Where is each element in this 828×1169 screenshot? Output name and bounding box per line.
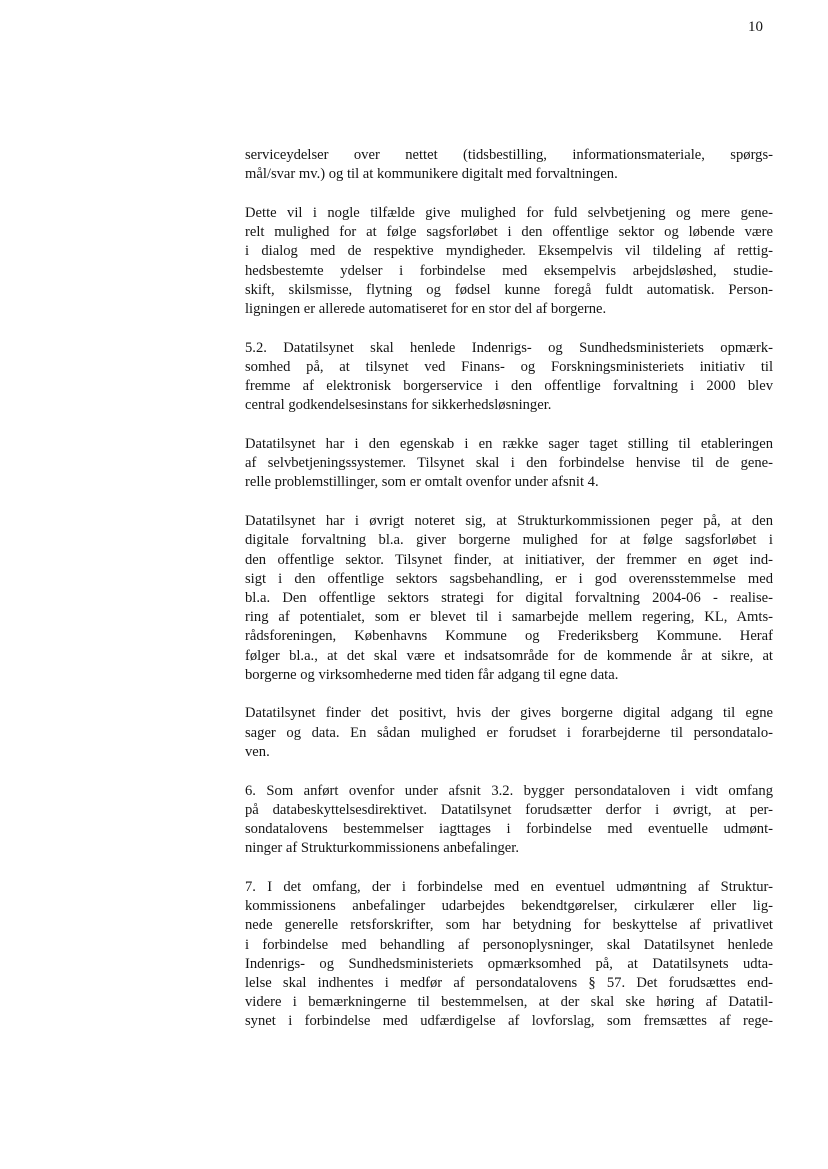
text-line: skift, skilsmisse, flytning og fødsel kunne foregå fuldt automatisk. Person- bbox=[245, 281, 773, 298]
text-line: sigt i den offentlige sektors sagsbehandling, er i god overensstemmelse med bbox=[245, 570, 773, 587]
text-line: central godkendelsesinstans for sikkerhedsløsninger. bbox=[245, 397, 552, 414]
text-line: følger bl.a., at det skal være et indsatsområde for de kommende år at sikre, at bbox=[245, 647, 773, 664]
text-line: 7. I det omfang, der i forbindelse med en eventuel udmøntning af Struktur- bbox=[245, 878, 773, 895]
text-line: sondatalovens bestemmelser iagttages i forbindelse med eventuelle udmønt- bbox=[245, 821, 773, 837]
paragraph-1 bbox=[245, 146, 773, 184]
text-line: ring af potentialet, som er blevet til i samarbejde mellem regering, KL, Amts- bbox=[245, 609, 773, 626]
text-line: kommissionens anbefalinger udarbejdes bekendtgørelser, cirkulærer eller lig- bbox=[245, 898, 773, 915]
paragraph-7 bbox=[245, 782, 773, 859]
text-line: relt mulighed for at følge sagsforløbet i den offentlige sektor og løbende være bbox=[245, 224, 773, 241]
text-line: sager og data. En sådan mulighed er forudset i forarbejderne til persondatalo- bbox=[245, 724, 773, 741]
paragraph-5 bbox=[245, 512, 773, 685]
text-line: mål/svar mv.) og til at kommunikere digitalt med forvaltningen. bbox=[245, 166, 618, 183]
document-body bbox=[245, 146, 773, 1051]
text-line: Datatilsynet har i den egenskab i en række sager taget stilling til etableringen bbox=[245, 436, 773, 453]
text-line: ligningen er allerede automatiseret for en stor del af borgerne. bbox=[245, 300, 607, 317]
text-line: på databeskyttelsesdirektivet. Datatilsynet forudsætter derfor i øvrigt, at per- bbox=[245, 801, 773, 818]
text-line: rådsforeningen, Københavns Kommune og Frederiksberg Kommune. Heraf bbox=[245, 628, 773, 645]
text-line: Datatilsynet finder det positivt, hvis der gives borgerne digital adgang til egne bbox=[245, 705, 773, 722]
text-line: somhed på, at tilsynet ved Finans- og Forskningsministeriets initiativ til bbox=[245, 358, 773, 375]
text-line: ninger af Strukturkommissionens anbefalinger. bbox=[245, 840, 519, 857]
text-line: Dette vil i nogle tilfælde give mulighed for fuld selvbetjening og mere gene- bbox=[245, 204, 773, 221]
text-line: Indenrigs- og Sundhedsministeriets opmærksomhed på, at Datatilsynets udta- bbox=[245, 955, 773, 972]
paragraph-2 bbox=[245, 204, 773, 319]
text-line: Datatilsynet har i øvrigt noteret sig, at Strukturkommissionen peger på, at den bbox=[245, 513, 773, 530]
text-line: hedsbestemte ydelser i forbindelse med eksempelvis arbejdsløshed, studie- bbox=[245, 262, 773, 279]
text-line: videre i bemærkningerne til bestemmelsen, at der skal ske høring af Datatil- bbox=[245, 994, 773, 1011]
text-line: 6. Som anført ovenfor under afsnit 3.2. bygger persondataloven i vidt omfang bbox=[245, 782, 773, 799]
page-number: 10 bbox=[748, 19, 763, 35]
text-line: i forbindelse med behandling af personoplysninger, skal Datatilsynet henlede bbox=[245, 936, 773, 953]
text-line: lelse skal indhentes i medfør af persondatalovens § 57. Det forudsættes end- bbox=[245, 974, 773, 991]
paragraph-3 bbox=[245, 339, 773, 416]
paragraph-4 bbox=[245, 435, 773, 493]
text-line: synet i forbindelse med udfærdigelse af lovforslag, som fremsættes af rege- bbox=[245, 1013, 773, 1030]
text-line: digitale forvaltning bl.a. giver borgerne mulighed for at følge sagsforløbet i bbox=[245, 532, 773, 549]
text-line: i dialog med de respektive myndigheder. Eksempelvis vil tildeling af rettig- bbox=[245, 243, 773, 260]
paragraph-6 bbox=[245, 704, 773, 762]
text-line: den offentlige sektor. Tilsynet finder, at initiativer, der fremmer en øget ind- bbox=[245, 551, 773, 568]
text-line: bl.a. Den offentlige sektors strategi for digital forvaltning 2004-06 - realise- bbox=[245, 589, 773, 606]
text-line: 5.2. Datatilsynet skal henlede Indenrigs- og Sundhedsministeriets opmærk- bbox=[245, 339, 773, 356]
text-line: ven. bbox=[245, 743, 270, 760]
text-line: fremme af elektronisk borgerservice i den offentlige forvaltning i 2000 blev bbox=[245, 378, 773, 395]
paragraph-8 bbox=[245, 878, 773, 1032]
text-line: serviceydelser over nettet (tidsbestilling, informationsmateriale, spørgs- bbox=[245, 147, 773, 163]
text-line: nede generelle retsforskrifter, som har betydning for beskyttelse af privatlivet bbox=[245, 917, 773, 934]
text-line: borgerne og virksomhederne med tiden får adgang til egne data. bbox=[245, 666, 619, 683]
text-line: af selvbetjeningssystemer. Tilsynet skal i den forbindelse henvise til de gene- bbox=[245, 455, 773, 472]
text-line: relle problemstillinger, som er omtalt ovenfor under afsnit 4. bbox=[245, 474, 599, 491]
